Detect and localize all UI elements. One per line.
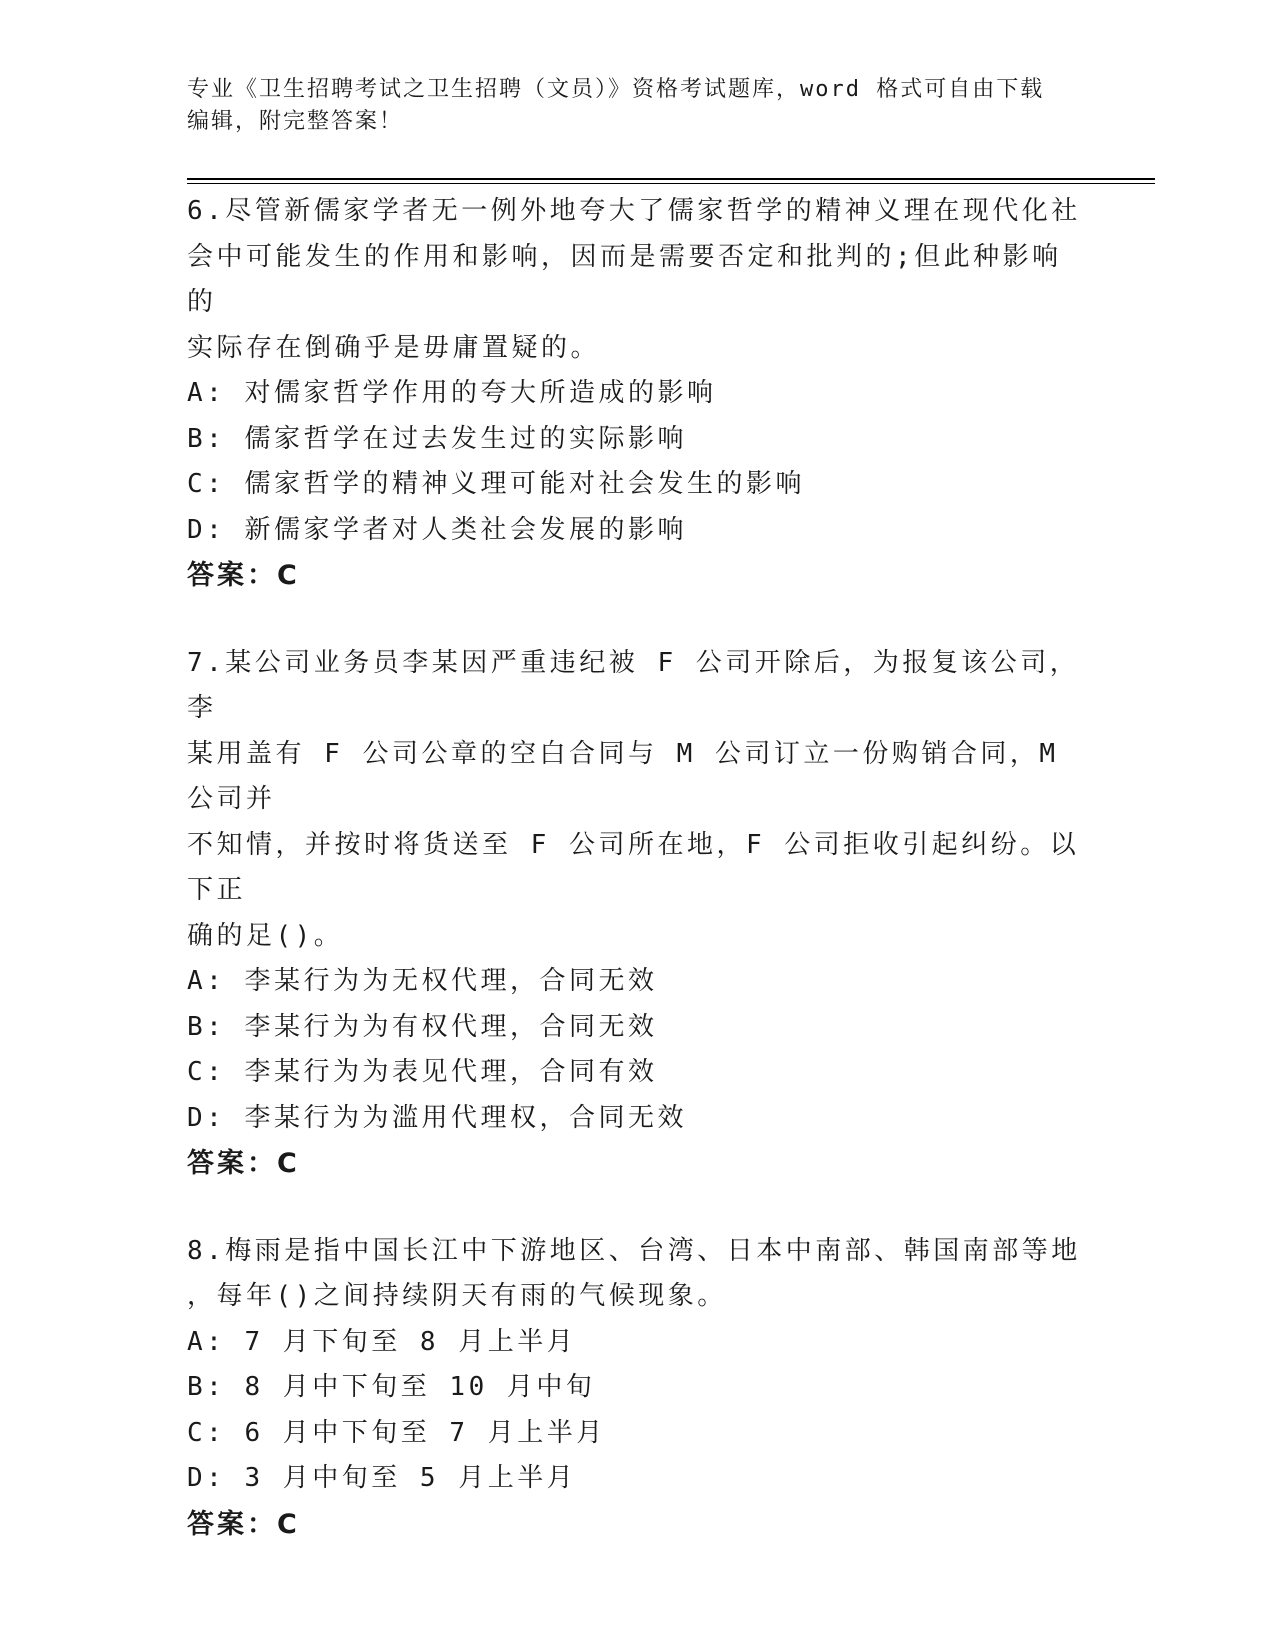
document-header [187,74,1087,138]
stem-line: 会中可能发生的作用和影响，因而是需要否定和批判的;但此种影响的 [187,241,1062,317]
stem-line: 8.梅雨是指中国长江中下游地区、台湾、日本中南部、韩国南部等地 [187,1235,1081,1266]
stem-line: 某用盖有 F 公司公章的空白合同与 M 公司订立一份购销合同，M 公司并 [187,738,1059,814]
option-b: B: 8 月中下旬至 10 月中旬 [187,1372,596,1402]
stem-line: 实际存在倒确乎是毋庸置疑的。 [187,332,601,363]
option-d: D: 李某行为为滥用代理权，合同无效 [187,1102,687,1133]
question-list [187,189,1087,1589]
question-stem [187,189,1087,371]
option-a: A: 对儒家哲学作用的夸大所造成的影响 [187,378,717,408]
option-d: D: 3 月中旬至 5 月上半月 [187,1463,577,1493]
option-d: D: 新儒家学者对人类社会发展的影响 [187,514,687,545]
question-8 [187,1229,1087,1548]
stem-line: 不知情，并按时将货送至 F 公司所在地，F 公司拒收引起纠纷。以下正 [187,829,1080,905]
header-divider-thick [187,178,1155,180]
header-line-1: 专业《卫生招聘考试之卫生招聘（文员）》资格考试题库，word 格式可自由下载 [187,77,1045,102]
stem-line: 确的足()。 [187,920,344,951]
question-stem [187,1229,1087,1320]
header-divider-thin [187,183,1155,184]
stem-line: 6.尽管新儒家学者无一例外地夸大了儒家哲学的精神义理在现代化社 [187,196,1081,226]
question-7 [187,641,1087,1187]
answer: 答案：C [187,1148,300,1179]
question-6 [187,189,1087,599]
option-a: A: 李某行为为无权代理，合同无效 [187,966,658,996]
option-c: C: 儒家哲学的精神义理可能对社会发生的影响 [187,469,805,499]
option-c: C: 6 月中下旬至 7 月上半月 [187,1417,606,1448]
option-c: C: 李某行为为表见代理，合同有效 [187,1057,658,1087]
option-b: B: 儒家哲学在过去发生过的实际影响 [187,423,687,454]
question-stem [187,641,1087,960]
answer: 答案：C [187,1508,300,1540]
stem-line: ，每年()之间持续阴天有雨的气候现象。 [187,1281,727,1311]
answer: 答案：C [187,560,300,591]
option-a: A: 7 月下旬至 8 月上半月 [187,1326,577,1357]
option-b: B: 李某行为为有权代理，合同无效 [187,1011,658,1042]
stem-line: 7.某公司业务员李某因严重违纪被 F 公司开除后，为报复该公司，李 [187,647,1080,723]
header-line-2: 编辑，附完整答案！ [187,109,404,134]
